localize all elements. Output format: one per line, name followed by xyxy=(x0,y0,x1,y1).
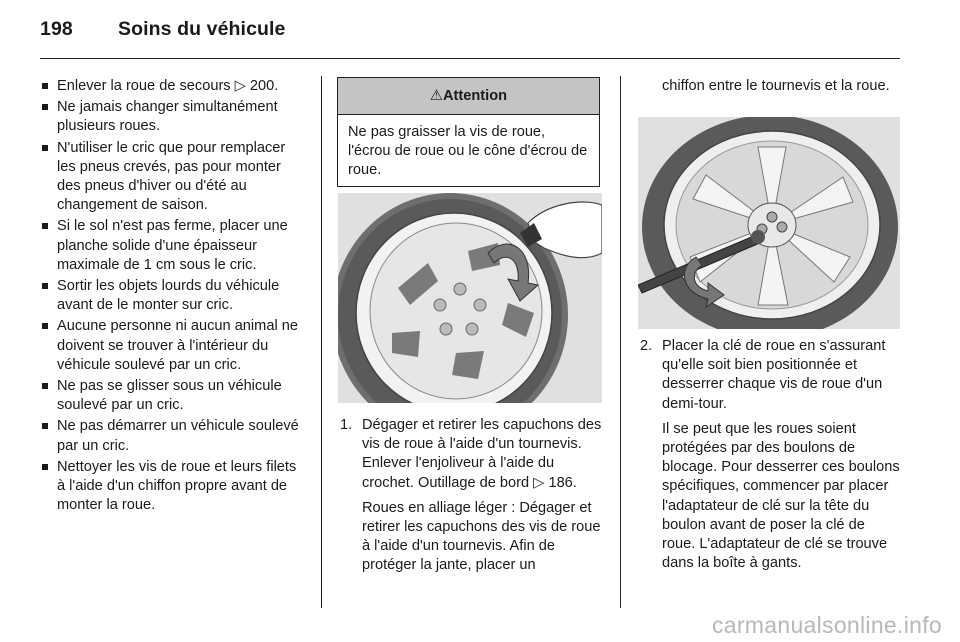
attention-box xyxy=(337,77,600,187)
warning-triangle-icon: ⚠ xyxy=(429,88,444,104)
header-rule xyxy=(40,58,900,59)
list-item: Ne pas démarrer un véhicule soulevé par un cric. xyxy=(40,417,306,455)
step-paragraph: Roues en alliage léger : Dégager et retirer les capuchons des vis de roue à l'aide d'un tournevis. Afin de protéger la jante, placer un xyxy=(362,499,601,574)
page-header xyxy=(40,18,286,41)
list-item: Aucune personne ni aucun animal ne doivent se trouver à l'intérieur du véhicule soulevé par un cric. xyxy=(40,317,306,375)
numbered-item xyxy=(340,416,604,493)
page-title: Soins du véhicule xyxy=(118,18,286,40)
step-paragraph: Il se peut que les roues soient protégées par des boulons de blocage. Pour desserrer ces boulons spécifiques, commencer par placer l'adaptateur de clé sur la tête du boulon avant de poser la clé de roue. L'adaptateur de clé se trouve dans la boîte à gants. xyxy=(662,420,900,572)
list-item: Si le sol n'est pas ferme, placer une planche solide d'une épaisseur maximale de 1 cm sous le cric. xyxy=(40,217,306,275)
list-item: N'utiliser le cric que pour remplacer les pneus crevés, pas pour monter des pneus d'hiver ou d'été au changement de saison. xyxy=(40,139,306,216)
list-item: Sortir les objets lourds du véhicule avant de le monter sur cric. xyxy=(40,277,306,315)
safety-bullet-list xyxy=(40,77,306,517)
column-divider-right xyxy=(620,76,621,608)
step-number: 2. xyxy=(640,338,653,354)
watermark: carmanualsonline.info xyxy=(711,612,942,638)
wheel-wrench-illustration xyxy=(638,117,900,329)
continued-text: chiffon entre le tournevis et la roue. xyxy=(662,78,890,94)
attention-header xyxy=(338,78,599,115)
page-number: 198 xyxy=(40,18,73,40)
list-item: Enlever la roue de secours ▷ 200. xyxy=(40,77,306,96)
numbered-item xyxy=(640,337,902,414)
step-text: Placer la clé de roue en s'assurant qu'elle soit bien positionnée et desserrer chaque vis de roue d'un demi-tour. xyxy=(662,338,886,412)
column-divider-left xyxy=(321,76,322,608)
step-1 xyxy=(340,416,604,576)
attention-text: Ne pas graisser la vis de roue, l'écrou de roue ou le cône d'écrou de roue. xyxy=(348,124,588,178)
list-item: Nettoyer les vis de roue et leurs filets à l'aide d'un chiffon propre avant de monter la roue. xyxy=(40,458,306,516)
list-item: Ne jamais changer simultanément plusieurs roues. xyxy=(40,98,306,136)
step-number: 1. xyxy=(340,417,353,433)
step-text: Dégager et retirer les capuchons des vis de roue à l'aide d'un tournevis. Enlever l'enjoliveur à l'aide du crochet. Outillage de bord ▷ 186. xyxy=(362,417,602,491)
step-2 xyxy=(640,337,902,573)
list-item: Ne pas se glisser sous un véhicule soulevé par un cric. xyxy=(40,377,306,415)
hubcap-removal-illustration xyxy=(338,193,602,403)
attention-title: Attention xyxy=(443,88,508,104)
column-3 xyxy=(640,77,902,96)
